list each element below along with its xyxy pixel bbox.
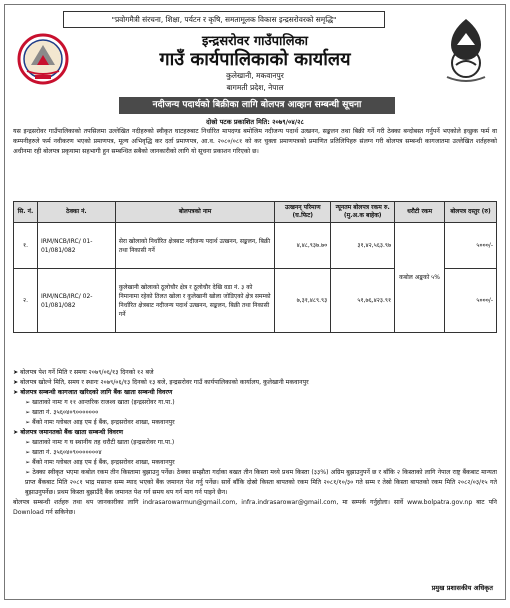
signature-line: प्रमुख प्रशासकीय अधिकृत xyxy=(431,584,493,592)
bank1-account-number: खाता नं. ३५६०४०९००००००० xyxy=(32,409,99,416)
list-item: ➢ खाता नं. ३५६०४०९००००००० xyxy=(25,409,99,416)
col-header: सि. नं. xyxy=(14,202,38,223)
table-row xyxy=(14,223,497,269)
list-item: ➢ बैंको नामः ग्लोबल आइ एम ई बैंक, इन्द्रसरोवर शाखा, मकवानपुर xyxy=(25,459,175,466)
row-contract: IRM/NCB/IRC/ 02-01/081/082 xyxy=(37,269,115,333)
intro-paragraph: यस इन्द्रसरोवर गाउँपालिकाको तपसिलमा उल्लेखित नदीहरुको स्वीकृत घाटहरुबाट निर्धारित मापदण्ड बमोजिम नदीजन्य पदार्थ उत्खनन, सङ्कलन तथा बिक्री गर्ने गरी ठेक्का बन्दोबस्त गर्नुपर्ने भएकोले इच्छुक फर्म वा कम्पनीहरुले फर्म नवीकरण भएको प्रमाणपत्र, मूल्य अभिवृद्धि कर दर्ता प्रमाणपत्र, आ.व. २०८०/०८१ को कर चुक्ता प्रमाणपत्रको प्रमाणित प्रतिलिपिहरु संलग्न गरी बोलपत्र सम्बन्धी कागजातमा उल्लेखित शर्तहरुको अधीनमा रही बोलपत्र प्रकृयामा सहभागी हुन सम्बन्धित सबैको जानकारीको लागि यो सूचना प्रकाशन गरिएको छ। xyxy=(13,128,497,156)
tender-table xyxy=(13,201,497,333)
deposit-cell: कबोल अङ्कको ५% xyxy=(395,223,445,333)
bank2-account-number: खाता नं. ३५६०४०९०००००००४ xyxy=(32,449,102,456)
row-qty: ४,४८,९३७.७० xyxy=(275,223,331,269)
col-header: उत्खनन् परिमाण (घ.फिट) xyxy=(275,202,331,223)
col-header: बोलपत्रको नाम xyxy=(115,202,275,223)
col-header: बोलपत्र दस्तुर (रु) xyxy=(445,202,497,223)
bank1-title: बोलपत्र सम्बन्धी कागजात खरिदको लागि बैंक खाता सम्बन्धी विवरण xyxy=(20,389,173,396)
col-header: ठेक्का नं. xyxy=(37,202,115,223)
bank1-account-name: खाताको नामः ग ११ आन्तरिक राजश्व खाता (इन्द्रसरोवर गा.पा.) xyxy=(32,399,175,406)
list-item: ➤ बोलपत्र सम्बन्धी कागजात खरिदको लागि बैंक खाता सम्बन्धी विवरण xyxy=(13,389,173,396)
list-item: ➤ बोलपत्र खोल्ने मिति, समय र स्थानः २०७९/०६/१३ दिनको १३ बजे, इन्द्रसरोवर गाउँ कार्यपालिकाको कार्यालय, कुलेखानी मकवानपुर xyxy=(13,379,309,386)
table-header-row xyxy=(14,202,497,223)
bank2-account-name: खाताको नामः ग घ स्थानीय तह धरौटी खाता (इन्द्रसरोवर गा.पा.) xyxy=(32,439,175,446)
installment-paragraph: ठेक्का स्वीकृत भएमा कबोल रकम तीन किस्तामा बुझाउनु पर्नेछ। ठेक्का सम्झौता गर्दाका बखत तीन किस्ता मध्ये प्रथम किस्ता (३३%) अग्रिम बुझाउनुपर्ने छ र बाँकि २ किस्ताको लागि नेपाल राष्ट्र बैंकबाट मान्यता प्राप्त बैंकबाट मिति २०८१ भाद्र मसान्त सम्म म्याद भएको बैंक जमानत पेश गर्नु पर्नेछ। सार्वे बाँकि दोस्रो किस्ता बापतको रकम मिति २०८१/१०/३० गते सम्म र तेस्रो किस्ता बापतको रकम मिति २०८२/०३/१५ गते बुझाउनुपर्नेछ। प्रथम किस्ता बुझाउँदै बैंक जमानत पेश गर्न समय थप गर्न माग गर्न पाइने छैन। xyxy=(25,469,497,496)
row-sn: २. xyxy=(14,269,38,333)
list-item: ➤ बोलपत्र पेश गर्ने मिति र समयः २०७९/०६/१३ दिनको १२ बजे xyxy=(13,369,154,376)
submit-date: बोलपत्र पेश गर्ने मिति र समयः २०७९/०६/१३ दिनको १२ बजे xyxy=(20,369,154,376)
row-amount: ५१,७६,४२३.९१ xyxy=(331,269,395,333)
row-fee: ५०००/- xyxy=(445,223,497,269)
province-name: बागमती प्रदेश, नेपाल xyxy=(226,83,284,92)
open-date: बोलपत्र खोल्ने मिति, समय र स्थानः २०७९/०६/१३ दिनको १३ बजे, इन्द्रसरोवर गाउँ कार्यपालिकाको कार्यालय, कुलेखानी मकवानपुर xyxy=(20,379,309,386)
row-fee: ५०००/- xyxy=(445,269,497,333)
col-header: न्यूनतम बोलपत्र रकम रु. (मु.अ.क बाहेक) xyxy=(331,202,395,223)
bank2-bank-name: बैंको नामः ग्लोबल आइ एम ई बैंक, इन्द्रसरोवर शाखा, मकवानपुर xyxy=(32,459,175,466)
nepal-emblem-icon xyxy=(13,31,73,87)
municipality-name: इन्द्रसरोवर गाउँपालिका xyxy=(202,34,308,49)
row-qty: ७,३१,४८९.९३ xyxy=(275,269,331,333)
list-item: ➢ खाताको नामः ग घ स्थानीय तह धरौटी खाता (इन्द्रसरोवर गा.पा.) xyxy=(25,439,175,446)
office-name: गाउँ कार्यपालिकाको कार्यालय xyxy=(159,49,351,70)
row-sn: १. xyxy=(14,223,38,269)
col-header: धरौटी रकम xyxy=(395,202,445,223)
list-item: ➢ ठेक्का स्वीकृत भएमा कबोल रकम तीन किस्तामा बुझाउनु पर्नेछ। ठेक्का सम्झौता गर्दाका बखत तीन किस्ता मध्ये प्रथम किस्ता (३३%) अग्रिम बुझाउनुपर्ने छ र बाँकि २ किस्ताको लागि नेपाल राष्ट्र बैंकबाट मान्यता प्राप्त बैंकबाट मिति २०८१ भाद्र मसान्त सम्म म्याद भएको बैंक जमानत पेश गर्नु पर्नेछ। सार्वे बाँकि दोस्रो किस्ता बापतको रकम मिति २०८१/१०/३० गते सम्म र तेस्रो किस्ता बापतको रकम मिति २०८२/०३/१५ गते बुझाउनुपर्नेछ। प्रथम किस्ता बुझाउँदै बैंक जमानत पेश गर्न समय थप गर्न माग गर्न पाइने छैन। xyxy=(25,469,497,496)
notice-page xyxy=(4,4,506,600)
publish-date: दोस्रो पटक प्रकाशित मिति: २०७९/०४/२८ xyxy=(206,118,304,126)
row-amount: ३१,४२,५६३.९७ xyxy=(331,223,395,269)
list-item: ➢ खाताको नामः ग ११ आन्तरिक राजश्व खाता (इन्द्रसरोवर गा.पा.) xyxy=(25,399,175,406)
office-address: कुलेखानी, मकवानपुर xyxy=(226,71,284,80)
slogan-box: "प्रवोगमैत्री संरचना, शिक्षा, पर्यटन र कृषि, समतामूलक विकास इन्द्रसरोवरको समृद्धि" xyxy=(63,11,385,28)
list-item: ➤ बोलपत्र जमानतको बैंक खाता सम्बन्धी विवरण xyxy=(13,429,123,436)
row-name: सेरा खोलाको निर्धारित क्षेत्रबाट नदीजन्य पदार्थ उत्खनन, सङ्कलन, बिक्री तथा निकासी गर्ने xyxy=(115,223,275,269)
row-name: कुलेखानी खोलाको ठूलोचौर क्षेत्र र ठूलोचौर देखि वडा नं. ३ को निमानामा रहेको तिलत खोला र कुलेखानी खोला जोडिएको क्षेत्र समम्को निर्धारित क्षेत्रबाट नदीजन्य पदार्थ उत्खनन, सङ्कलन, बिक्री तथा निकासी गर्ने xyxy=(115,269,275,333)
bank2-title: बोलपत्र जमानतको बैंक खाता सम्बन्धी विवरण xyxy=(20,429,123,436)
list-item: ➢ बैंको नामः ग्लोबल आइ एम ई बैंक, इन्द्रसरोवर शाखा, मकवानपुर xyxy=(25,419,175,426)
row-contract: IRM/NCB/IRC/ 01-01/081/082 xyxy=(37,223,115,269)
municipality-logo-icon xyxy=(437,15,495,85)
list-item: ➢ खाता नं. ३५६०४०९०००००००४ xyxy=(25,449,102,456)
bank1-bank-name: बैंको नामः ग्लोबल आइ एम ई बैंक, इन्द्रसरोवर शाखा, मकवानपुर xyxy=(32,419,175,426)
contact-paragraph: बोलपत्र सम्बन्धी शर्तहरु तथा थप जानकारीका लागि indrasarowarmun@gmail.com, infra.indrasarowar@gmail.com, मा सम्पर्क गर्नुहोला। सार्वे www.bolpatra.gov.np बाट पनि Download गर्न सकिनेछ। xyxy=(13,499,497,516)
notice-title-banner: नदीजन्य पदार्थको बिक्रीका लागि बोलपत्र आव्हान सम्बन्धी सूचना xyxy=(119,97,395,114)
notes-section xyxy=(13,368,497,518)
